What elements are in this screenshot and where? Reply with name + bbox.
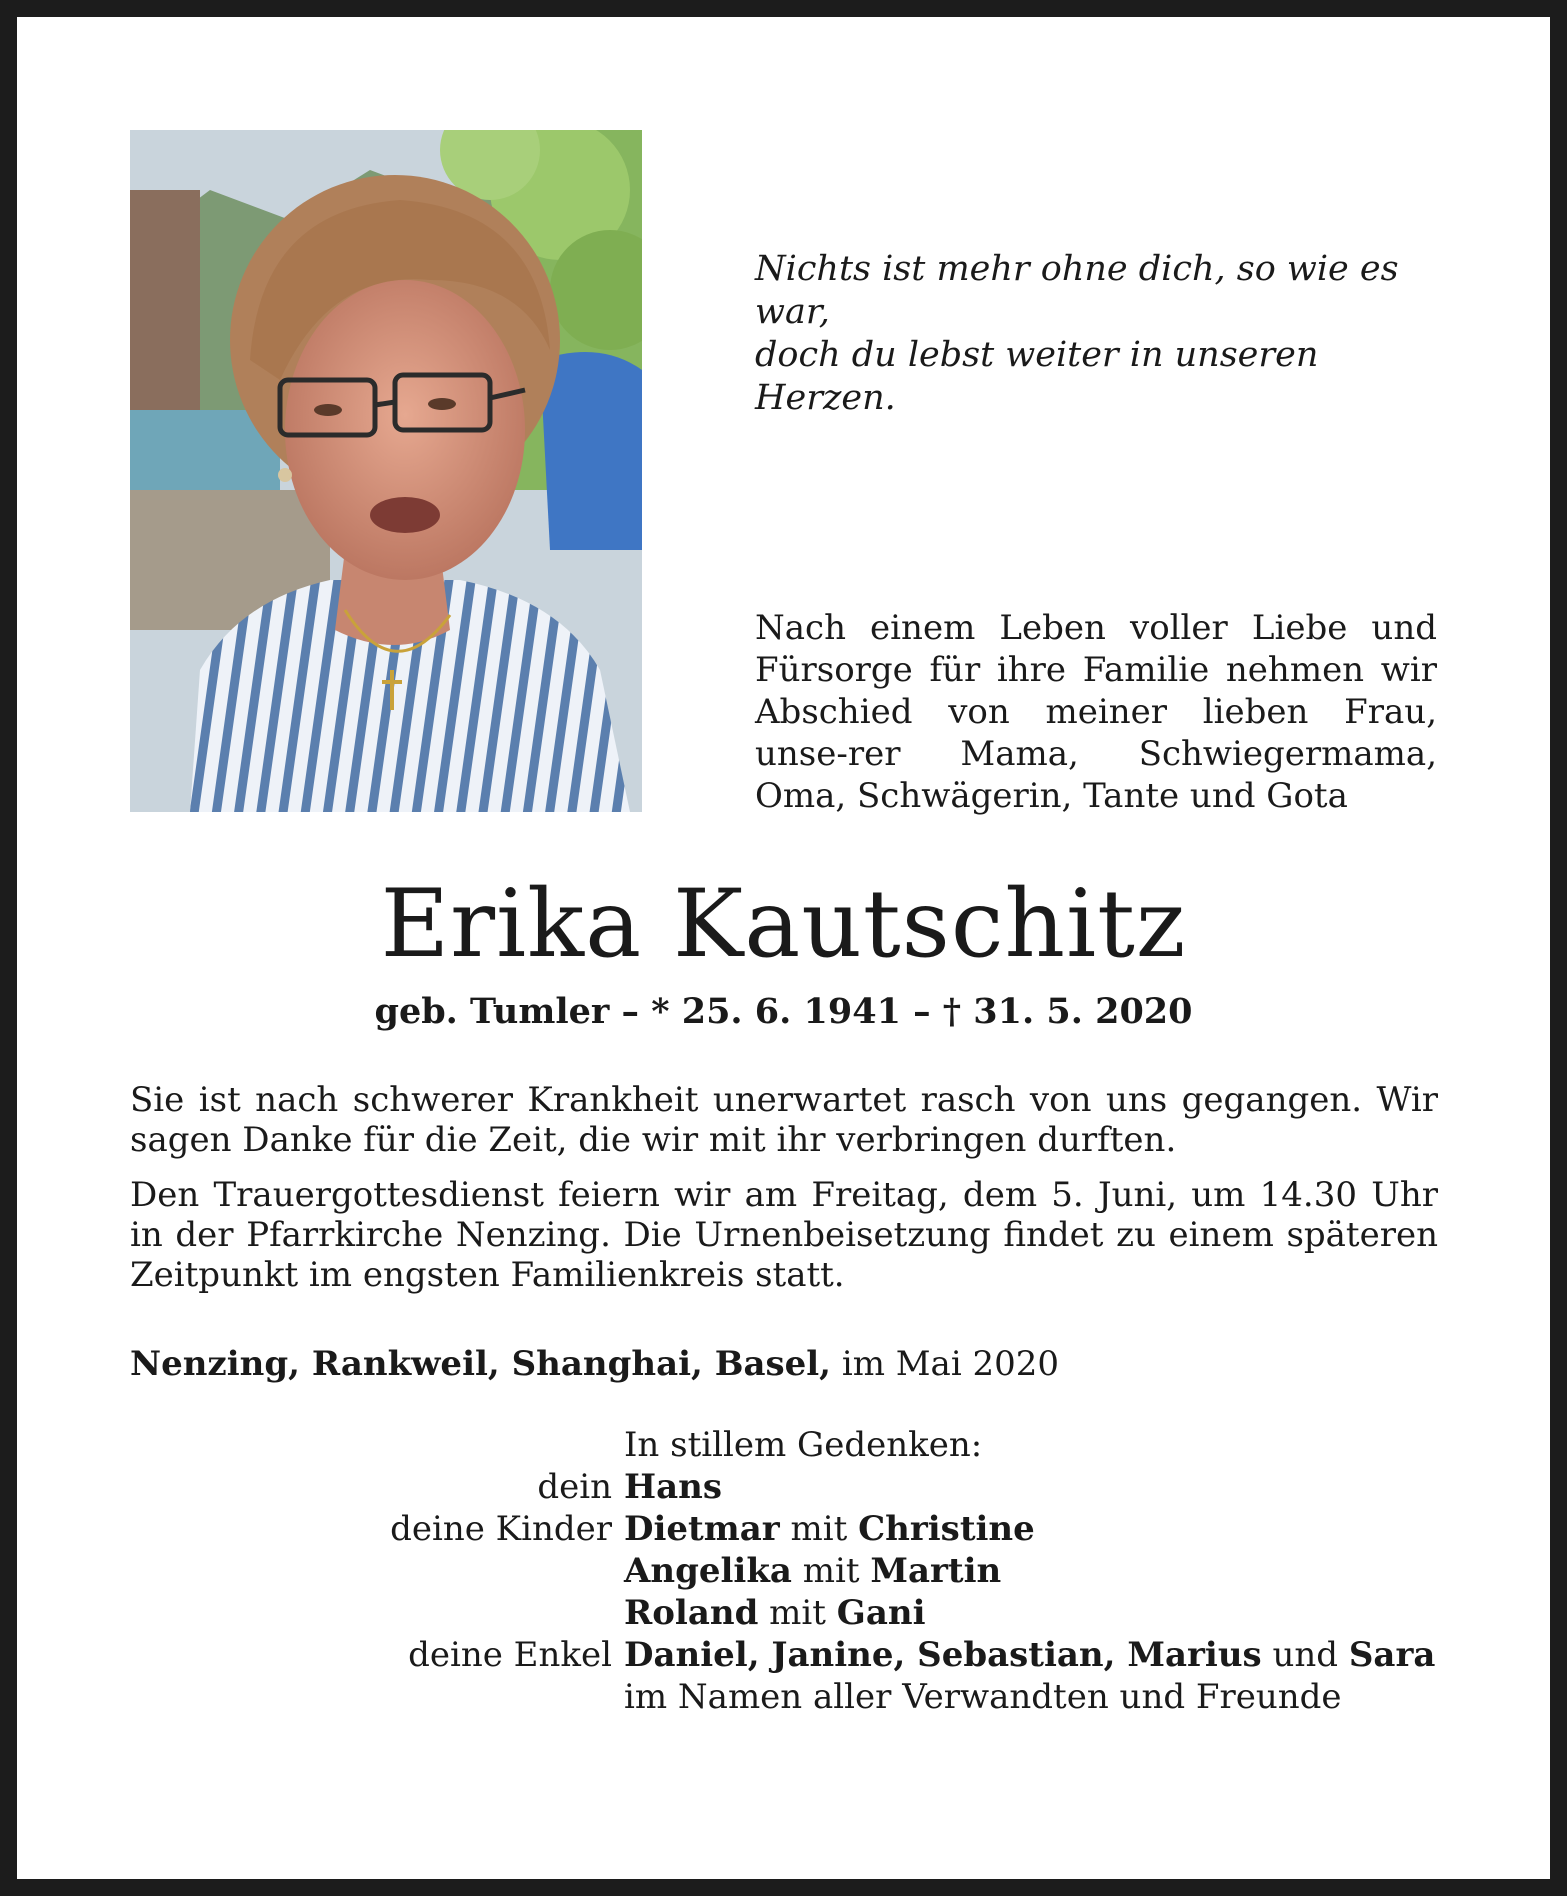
intro-paragraph: Nach einem Leben voller Liebe und Fürsorge für ihre Familie nehmen wir Abschied von meiner lieben Frau, unse-rer Mama, Schwiegermama, Oma, Schwägerin, Tante und Gota <box>755 608 1437 816</box>
memorial-quote <box>755 248 1445 420</box>
grandchild-last: Sara <box>1348 1635 1436 1675</box>
mourner-row-children-2 <box>130 1550 1438 1592</box>
mourner-row-children-1 <box>130 1508 1438 1550</box>
closing-line: im Namen aller Verwandten und Freunde <box>624 1677 1342 1717</box>
child-2-with: mit <box>791 1551 871 1591</box>
grandchildren-label: deine Enkel <box>408 1635 612 1675</box>
child-2-partner: Martin <box>870 1551 1002 1591</box>
grandchildren-and: und <box>1261 1635 1349 1675</box>
mourners-list <box>130 1424 1438 1718</box>
quote-line-2: doch du lebst weiter in unseren Herzen. <box>755 335 1319 418</box>
husband-label: dein <box>537 1467 612 1507</box>
deceased-name: Erika Kautschitz <box>380 870 1187 979</box>
child-1-name: Dietmar <box>624 1509 780 1549</box>
grandchildren-names: Daniel, Janine, Sebastian, Marius <box>624 1635 1262 1675</box>
husband-name: Hans <box>624 1467 723 1507</box>
child-3-partner: Gani <box>836 1593 926 1633</box>
portrait-illustration <box>130 130 642 812</box>
body-paragraph-1: Sie ist nach schwerer Krankheit unerwartet rasch von uns gegangen. Wir sagen Danke für die Zeit, die wir mit ihr verbringen durften. <box>130 1080 1438 1160</box>
place-date: im Mai 2020 <box>831 1344 1060 1384</box>
child-2-name: Angelika <box>624 1551 792 1591</box>
mourner-row-closing <box>130 1676 1438 1718</box>
mourner-row-children-3 <box>130 1592 1438 1634</box>
portrait-photo <box>130 130 642 812</box>
child-3-name: Roland <box>624 1593 759 1633</box>
place-towns: Nenzing, Rankweil, Shanghai, Basel, <box>130 1344 832 1384</box>
quote-line-1: Nichts ist mehr ohne dich, so wie es war, <box>755 249 1399 332</box>
child-1-with: mit <box>779 1509 859 1549</box>
child-1-partner: Christine <box>858 1509 1035 1549</box>
mourners-heading-row <box>130 1424 1438 1466</box>
child-3-with: mit <box>758 1593 837 1633</box>
mourners-heading: In stillem Gedenken: <box>624 1425 983 1465</box>
children-label: deine Kinder <box>390 1509 612 1549</box>
birth-death-dates: geb. Tumler – * 25. 6. 1941 – † 31. 5. 2020 <box>374 991 1193 1032</box>
mourner-row-grandchildren <box>130 1634 1438 1676</box>
mourner-row-husband <box>130 1466 1438 1508</box>
body-paragraph-2: Den Trauergottesdienst feiern wir am Freitag, dem 5. Juni, um 14.30 Uhr in der Pfarrkirche Nenzing. Die Urnenbeisetzung findet zu einem späteren Zeitpunkt im engsten Familienkreis statt. <box>130 1175 1438 1295</box>
place-and-date <box>130 1343 1438 1385</box>
